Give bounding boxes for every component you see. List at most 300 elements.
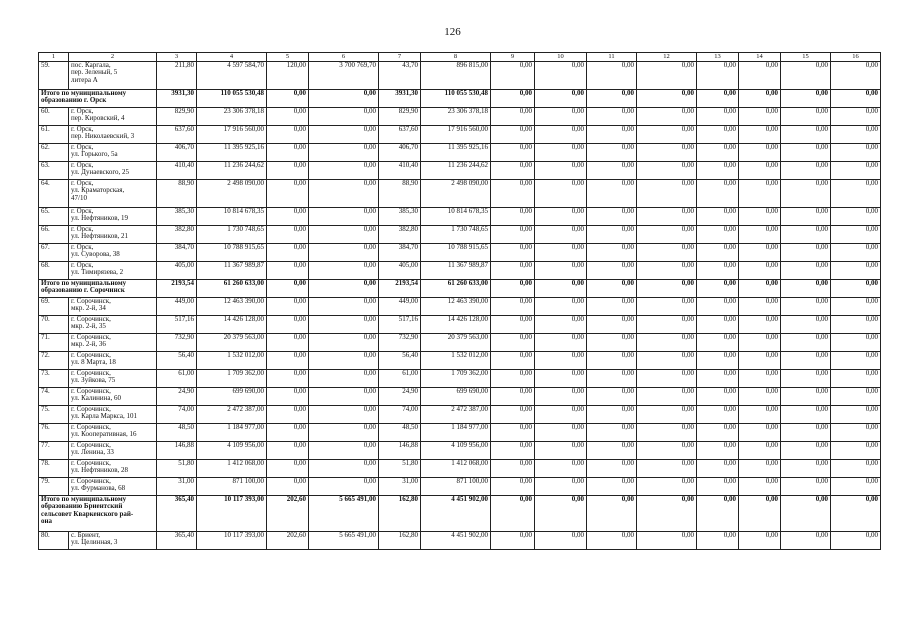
value-cell-col-5: 0,00	[267, 297, 309, 315]
address-line: ул. Дунаевского, 25	[71, 168, 130, 176]
value-cell-col-4: 10 814 678,35	[197, 207, 267, 225]
column-number-cell: 15	[781, 53, 831, 62]
value-cell-col-7: 88,90	[379, 179, 421, 207]
value-cell-col-15: 0,00	[781, 459, 831, 477]
address-line: г. Орск,	[71, 161, 94, 169]
table-row	[39, 143, 881, 161]
value-cell-col-14: 0,00	[739, 477, 781, 495]
row-index: 73.	[39, 369, 69, 387]
value-cell-col-12: 0,00	[637, 315, 697, 333]
value-cell-col-4: 699 690,00	[197, 387, 267, 405]
value-cell-col-11: 0,00	[587, 225, 637, 243]
value-cell-col-4: 4 109 956,00	[197, 441, 267, 459]
value-cell-col-15: 0,00	[781, 161, 831, 179]
value-cell-col-12: 0,00	[637, 297, 697, 315]
value-cell-col-15: 0,00	[781, 297, 831, 315]
column-number-cell: 6	[309, 53, 379, 62]
address-line: г. Сорочинск,	[71, 297, 111, 305]
value-cell-col-6: 0,00	[309, 143, 379, 161]
value-cell-col-6: 0,00	[309, 161, 379, 179]
row-index: 69.	[39, 297, 69, 315]
table-row	[39, 369, 881, 387]
value-cell-col-5: 0,00	[267, 107, 309, 125]
value-cell-col-14: 0,00	[739, 261, 781, 279]
value-cell-col-13: 0,00	[697, 161, 739, 179]
value-cell-col-7: 74,00	[379, 405, 421, 423]
value-cell-col-12: 0,00	[637, 107, 697, 125]
table-row	[39, 107, 881, 125]
value-cell-col-5: 0,00	[267, 405, 309, 423]
value-cell-col-6: 0,00	[309, 423, 379, 441]
value-cell-col-16: 0,00	[831, 351, 881, 369]
value-cell-col-7: 385,30	[379, 207, 421, 225]
row-index: 65.	[39, 207, 69, 225]
value-cell-col-4: 4 597 584,70	[197, 61, 267, 89]
subtotal-label	[39, 495, 157, 531]
value-cell-col-4: 11 236 244,62	[197, 161, 267, 179]
value-cell-col-13: 0,00	[697, 459, 739, 477]
row-index: 76.	[39, 423, 69, 441]
table-row	[39, 459, 881, 477]
value-cell-col-10: 0,00	[535, 225, 587, 243]
table-row	[39, 61, 881, 89]
value-cell-col-14: 0,00	[739, 207, 781, 225]
column-number-cell: 2	[69, 53, 157, 62]
value-cell-col-9: 0,00	[491, 387, 535, 405]
value-cell-col-6: 0,00	[309, 405, 379, 423]
row-index: 63.	[39, 161, 69, 179]
address-line: мкр. 2-й, 35	[71, 322, 106, 330]
value-cell-col-14: 0,00	[739, 297, 781, 315]
value-cell-col-5: 0,00	[267, 207, 309, 225]
value-cell-col-16: 0,00	[831, 387, 881, 405]
row-index: 75.	[39, 405, 69, 423]
value-cell-col-7: 637,60	[379, 125, 421, 143]
value-cell-col-9: 0,00	[491, 441, 535, 459]
value-cell-col-3: 829,90	[157, 107, 197, 125]
value-cell-col-5: 0,00	[267, 143, 309, 161]
value-cell-col-12: 0,00	[637, 161, 697, 179]
value-cell-col-9: 0,00	[491, 351, 535, 369]
row-index: 61.	[39, 125, 69, 143]
column-number-cell: 8	[421, 53, 491, 62]
value-cell-col-15: 0,00	[781, 405, 831, 423]
value-cell-col-10: 0,00	[535, 441, 587, 459]
value-cell-col-15: 0,00	[781, 369, 831, 387]
value-cell-col-13: 0,00	[697, 261, 739, 279]
value-cell-col-4: 11 367 989,87	[197, 261, 267, 279]
value-cell-col-11: 0,00	[587, 495, 637, 531]
address-line: литера А	[71, 75, 98, 84]
value-cell-col-14: 0,00	[739, 531, 781, 549]
value-cell-col-11: 0,00	[587, 459, 637, 477]
value-cell-col-3: 732,90	[157, 333, 197, 351]
value-cell-col-16: 0,00	[831, 297, 881, 315]
address-line: г. Орск,	[71, 243, 94, 251]
value-cell-col-14: 0,00	[739, 423, 781, 441]
address-line: ул. Тимирязева, 2	[71, 268, 124, 276]
value-cell-col-10: 0,00	[535, 261, 587, 279]
value-cell-col-8: 11 395 925,16	[421, 143, 491, 161]
value-cell-col-13: 0,00	[697, 225, 739, 243]
value-cell-col-11: 0,00	[587, 333, 637, 351]
address-cell	[69, 423, 157, 441]
address-line: ул. Ленина, 33	[71, 448, 114, 456]
subtotal-label-line: образованию г. Сорочинск	[41, 286, 125, 294]
row-index: 78.	[39, 459, 69, 477]
value-cell-col-6: 0,00	[309, 225, 379, 243]
table-row	[39, 125, 881, 143]
address-line: г. Сорочинск,	[71, 477, 111, 485]
value-cell-col-10: 0,00	[535, 89, 587, 107]
value-cell-col-5: 0,00	[267, 225, 309, 243]
value-cell-col-5: 202,60	[267, 495, 309, 531]
value-cell-col-12: 0,00	[637, 351, 697, 369]
value-cell-col-15: 0,00	[781, 107, 831, 125]
value-cell-col-3: 3931,30	[157, 89, 197, 107]
address-line: ул. Суворова, 38	[71, 250, 120, 258]
value-cell-col-4: 10 117 393,00	[197, 531, 267, 549]
value-cell-col-6: 0,00	[309, 387, 379, 405]
value-cell-col-11: 0,00	[587, 207, 637, 225]
address-line: ул. Фурманова, 68	[71, 484, 126, 492]
value-cell-col-13: 0,00	[697, 333, 739, 351]
value-cell-col-9: 0,00	[491, 369, 535, 387]
address-line: г. Сорочинск,	[71, 387, 111, 395]
table-row	[39, 387, 881, 405]
value-cell-col-8: 896 815,00	[421, 61, 491, 89]
value-cell-col-10: 0,00	[535, 107, 587, 125]
address-line: г. Орск,	[71, 107, 94, 115]
value-cell-col-9: 0,00	[491, 315, 535, 333]
value-cell-col-9: 0,00	[491, 423, 535, 441]
value-cell-col-12: 0,00	[637, 531, 697, 549]
value-cell-col-8: 12 463 390,00	[421, 297, 491, 315]
value-cell-col-11: 0,00	[587, 161, 637, 179]
value-cell-col-15: 0,00	[781, 315, 831, 333]
value-cell-col-4: 1 709 362,00	[197, 369, 267, 387]
value-cell-col-15: 0,00	[781, 207, 831, 225]
value-cell-col-8: 23 306 378,18	[421, 107, 491, 125]
value-cell-col-16: 0,00	[831, 423, 881, 441]
value-cell-col-11: 0,00	[587, 125, 637, 143]
address-line: ул. Целинная, 3	[71, 538, 118, 546]
value-cell-col-9: 0,00	[491, 531, 535, 549]
value-cell-col-4: 110 055 530,48	[197, 89, 267, 107]
row-index: 62.	[39, 143, 69, 161]
value-cell-col-14: 0,00	[739, 495, 781, 531]
value-cell-col-3: 31,00	[157, 477, 197, 495]
value-cell-col-12: 0,00	[637, 477, 697, 495]
value-cell-col-16: 0,00	[831, 531, 881, 549]
address-cell	[69, 243, 157, 261]
subtotal-label-line: Итого по муниципальному	[41, 279, 127, 287]
value-cell-col-13: 0,00	[697, 279, 739, 297]
value-cell-col-3: 146,88	[157, 441, 197, 459]
address-line: пер. Зеленый, 5	[71, 68, 118, 76]
value-cell-col-13: 0,00	[697, 405, 739, 423]
address-line: ул. Зуйкова, 75	[71, 376, 116, 384]
subtotal-label-line: образованию г. Орск	[41, 96, 107, 104]
value-cell-col-10: 0,00	[535, 351, 587, 369]
value-cell-col-4: 17 916 560,00	[197, 125, 267, 143]
table-row	[39, 315, 881, 333]
value-cell-col-12: 0,00	[637, 387, 697, 405]
column-number-cell: 11	[587, 53, 637, 62]
value-cell-col-8: 4 451 902,00	[421, 495, 491, 531]
value-cell-col-13: 0,00	[697, 125, 739, 143]
address-cell	[69, 225, 157, 243]
value-cell-col-7: 384,70	[379, 243, 421, 261]
value-cell-col-10: 0,00	[535, 161, 587, 179]
table-row	[39, 333, 881, 351]
row-index: 72.	[39, 351, 69, 369]
row-index: 80.	[39, 531, 69, 549]
address-line: г. Сорочинск,	[71, 369, 111, 377]
value-cell-col-11: 0,00	[587, 387, 637, 405]
value-cell-col-16: 0,00	[831, 89, 881, 107]
row-index: 59.	[39, 61, 69, 89]
value-cell-col-6: 0,00	[309, 315, 379, 333]
column-number-cell: 7	[379, 53, 421, 62]
value-cell-col-16: 0,00	[831, 459, 881, 477]
address-line: г. Сорочинск,	[71, 423, 111, 431]
value-cell-col-15: 0,00	[781, 423, 831, 441]
row-index: 74.	[39, 387, 69, 405]
value-cell-col-5: 202,60	[267, 531, 309, 549]
row-index: 71.	[39, 333, 69, 351]
table-row	[39, 423, 881, 441]
value-cell-col-14: 0,00	[739, 225, 781, 243]
value-cell-col-16: 0,00	[831, 179, 881, 207]
value-cell-col-4: 871 100,00	[197, 477, 267, 495]
value-cell-col-14: 0,00	[739, 107, 781, 125]
subtotal-label-line: сельсовет Кваркенского рай-	[41, 509, 134, 518]
value-cell-col-16: 0,00	[831, 161, 881, 179]
value-cell-col-4: 20 379 563,00	[197, 333, 267, 351]
address-line: пер. Кировский, 4	[71, 114, 125, 122]
value-cell-col-11: 0,00	[587, 243, 637, 261]
value-cell-col-13: 0,00	[697, 441, 739, 459]
subtotal-label-line: Итого по муниципальному	[41, 495, 127, 503]
value-cell-col-7: 31,00	[379, 477, 421, 495]
value-cell-col-9: 0,00	[491, 261, 535, 279]
value-cell-col-14: 0,00	[739, 89, 781, 107]
address-cell	[69, 387, 157, 405]
value-cell-col-12: 0,00	[637, 423, 697, 441]
address-line: ул. Нефтяников, 28	[71, 466, 128, 474]
row-index: 64.	[39, 179, 69, 207]
value-cell-col-3: 365,40	[157, 531, 197, 549]
address-cell	[69, 261, 157, 279]
value-cell-col-13: 0,00	[697, 531, 739, 549]
value-cell-col-3: 405,00	[157, 261, 197, 279]
value-cell-col-3: 48,50	[157, 423, 197, 441]
address-line: г. Сорочинск,	[71, 405, 111, 413]
value-cell-col-13: 0,00	[697, 243, 739, 261]
value-cell-col-8: 699 690,00	[421, 387, 491, 405]
value-cell-col-10: 0,00	[535, 143, 587, 161]
row-index: 66.	[39, 225, 69, 243]
value-cell-col-9: 0,00	[491, 279, 535, 297]
value-cell-col-12: 0,00	[637, 261, 697, 279]
value-cell-col-7: 382,80	[379, 225, 421, 243]
value-cell-col-5: 0,00	[267, 161, 309, 179]
value-cell-col-6: 0,00	[309, 441, 379, 459]
value-cell-col-11: 0,00	[587, 297, 637, 315]
address-line: г. Сорочинск,	[71, 459, 111, 467]
value-cell-col-15: 0,00	[781, 495, 831, 531]
address-cell	[69, 107, 157, 125]
value-cell-col-6: 0,00	[309, 261, 379, 279]
subtotal-label-line: образованию Бриентский	[41, 502, 123, 510]
address-cell	[69, 531, 157, 549]
value-cell-col-6: 0,00	[309, 351, 379, 369]
table-row	[39, 225, 881, 243]
value-cell-col-14: 0,00	[739, 405, 781, 423]
value-cell-col-11: 0,00	[587, 61, 637, 89]
value-cell-col-16: 0,00	[831, 207, 881, 225]
address-line: г. Орск,	[71, 261, 94, 269]
value-cell-col-3: 385,30	[157, 207, 197, 225]
table-row	[39, 441, 881, 459]
value-cell-col-12: 0,00	[637, 459, 697, 477]
value-cell-col-12: 0,00	[637, 279, 697, 297]
value-cell-col-4: 10 788 915,65	[197, 243, 267, 261]
value-cell-col-10: 0,00	[535, 125, 587, 143]
value-cell-col-14: 0,00	[739, 351, 781, 369]
value-cell-col-11: 0,00	[587, 531, 637, 549]
address-cell	[69, 405, 157, 423]
value-cell-col-9: 0,00	[491, 477, 535, 495]
column-number-row	[39, 53, 881, 62]
value-cell-col-8: 10 788 915,65	[421, 243, 491, 261]
value-cell-col-5: 0,00	[267, 333, 309, 351]
value-cell-col-15: 0,00	[781, 179, 831, 207]
value-cell-col-6: 0,00	[309, 207, 379, 225]
value-cell-col-4: 1 730 748,65	[197, 225, 267, 243]
value-cell-col-7: 48,50	[379, 423, 421, 441]
value-cell-col-14: 0,00	[739, 243, 781, 261]
value-cell-col-15: 0,00	[781, 441, 831, 459]
value-cell-col-14: 0,00	[739, 459, 781, 477]
value-cell-col-15: 0,00	[781, 279, 831, 297]
value-cell-col-11: 0,00	[587, 369, 637, 387]
value-cell-col-10: 0,00	[535, 279, 587, 297]
row-index: 70.	[39, 315, 69, 333]
value-cell-col-9: 0,00	[491, 297, 535, 315]
value-cell-col-16: 0,00	[831, 61, 881, 89]
value-cell-col-3: 211,80	[157, 61, 197, 89]
value-cell-col-13: 0,00	[697, 495, 739, 531]
value-cell-col-6: 3 700 769,70	[309, 61, 379, 89]
value-cell-col-6: 0,00	[309, 333, 379, 351]
value-cell-col-8: 11 236 244,62	[421, 161, 491, 179]
value-cell-col-13: 0,00	[697, 351, 739, 369]
value-cell-col-4: 1 412 068,00	[197, 459, 267, 477]
value-cell-col-9: 0,00	[491, 495, 535, 531]
column-number-cell: 3	[157, 53, 197, 62]
value-cell-col-7: 162,80	[379, 495, 421, 531]
table-row	[39, 531, 881, 549]
value-cell-col-12: 0,00	[637, 125, 697, 143]
value-cell-col-8: 1 709 362,00	[421, 369, 491, 387]
value-cell-col-8: 4 109 956,00	[421, 441, 491, 459]
address-line: ул. Горького, 5а	[71, 150, 118, 158]
value-cell-col-12: 0,00	[637, 405, 697, 423]
value-cell-col-15: 0,00	[781, 261, 831, 279]
value-cell-col-3: 637,60	[157, 125, 197, 143]
value-cell-col-7: 3931,30	[379, 89, 421, 107]
value-cell-col-8: 14 426 128,00	[421, 315, 491, 333]
value-cell-col-6: 0,00	[309, 297, 379, 315]
page-number: 126	[444, 26, 461, 38]
address-line: пос. Каргала,	[71, 61, 111, 69]
address-cell	[69, 207, 157, 225]
value-cell-col-13: 0,00	[697, 89, 739, 107]
value-cell-col-12: 0,00	[637, 225, 697, 243]
address-line: пер. Николаевский, 3	[71, 132, 135, 140]
value-cell-col-14: 0,00	[739, 315, 781, 333]
value-cell-col-8: 1 532 012,00	[421, 351, 491, 369]
value-cell-col-10: 0,00	[535, 179, 587, 207]
value-cell-col-12: 0,00	[637, 61, 697, 89]
value-cell-col-14: 0,00	[739, 179, 781, 207]
subtotal-label	[39, 89, 157, 107]
value-cell-col-16: 0,00	[831, 495, 881, 531]
value-cell-col-9: 0,00	[491, 243, 535, 261]
value-cell-col-10: 0,00	[535, 243, 587, 261]
value-cell-col-6: 0,00	[309, 279, 379, 297]
value-cell-col-3: 74,00	[157, 405, 197, 423]
value-cell-col-13: 0,00	[697, 315, 739, 333]
value-cell-col-5: 0,00	[267, 459, 309, 477]
column-number-cell: 4	[197, 53, 267, 62]
value-cell-col-6: 5 665 491,00	[309, 531, 379, 549]
value-cell-col-8: 4 451 902,00	[421, 531, 491, 549]
row-index: 77.	[39, 441, 69, 459]
table-row	[39, 297, 881, 315]
column-number-cell: 5	[267, 53, 309, 62]
row-index: 68.	[39, 261, 69, 279]
value-cell-col-8: 2 472 387,00	[421, 405, 491, 423]
value-cell-col-8: 110 055 530,48	[421, 89, 491, 107]
value-cell-col-9: 0,00	[491, 179, 535, 207]
value-cell-col-12: 0,00	[637, 333, 697, 351]
subtotal-label-line: она	[41, 517, 53, 525]
value-cell-col-11: 0,00	[587, 315, 637, 333]
address-line: ул. 8 Марта, 18	[71, 358, 116, 366]
value-cell-col-13: 0,00	[697, 207, 739, 225]
value-cell-col-5: 0,00	[267, 243, 309, 261]
value-cell-col-9: 0,00	[491, 107, 535, 125]
registry-table	[38, 52, 881, 550]
value-cell-col-7: 2193,54	[379, 279, 421, 297]
value-cell-col-3: 406,70	[157, 143, 197, 161]
value-cell-col-3: 51,80	[157, 459, 197, 477]
value-cell-col-12: 0,00	[637, 243, 697, 261]
value-cell-col-13: 0,00	[697, 369, 739, 387]
table-row	[39, 405, 881, 423]
table-row	[39, 207, 881, 225]
value-cell-col-4: 11 395 925,16	[197, 143, 267, 161]
value-cell-col-16: 0,00	[831, 261, 881, 279]
value-cell-col-12: 0,00	[637, 369, 697, 387]
value-cell-col-6: 0,00	[309, 243, 379, 261]
address-line: мкр. 2-й, 36	[71, 340, 106, 348]
address-cell	[69, 161, 157, 179]
address-line: ул. Нефтяников, 19	[71, 214, 128, 222]
